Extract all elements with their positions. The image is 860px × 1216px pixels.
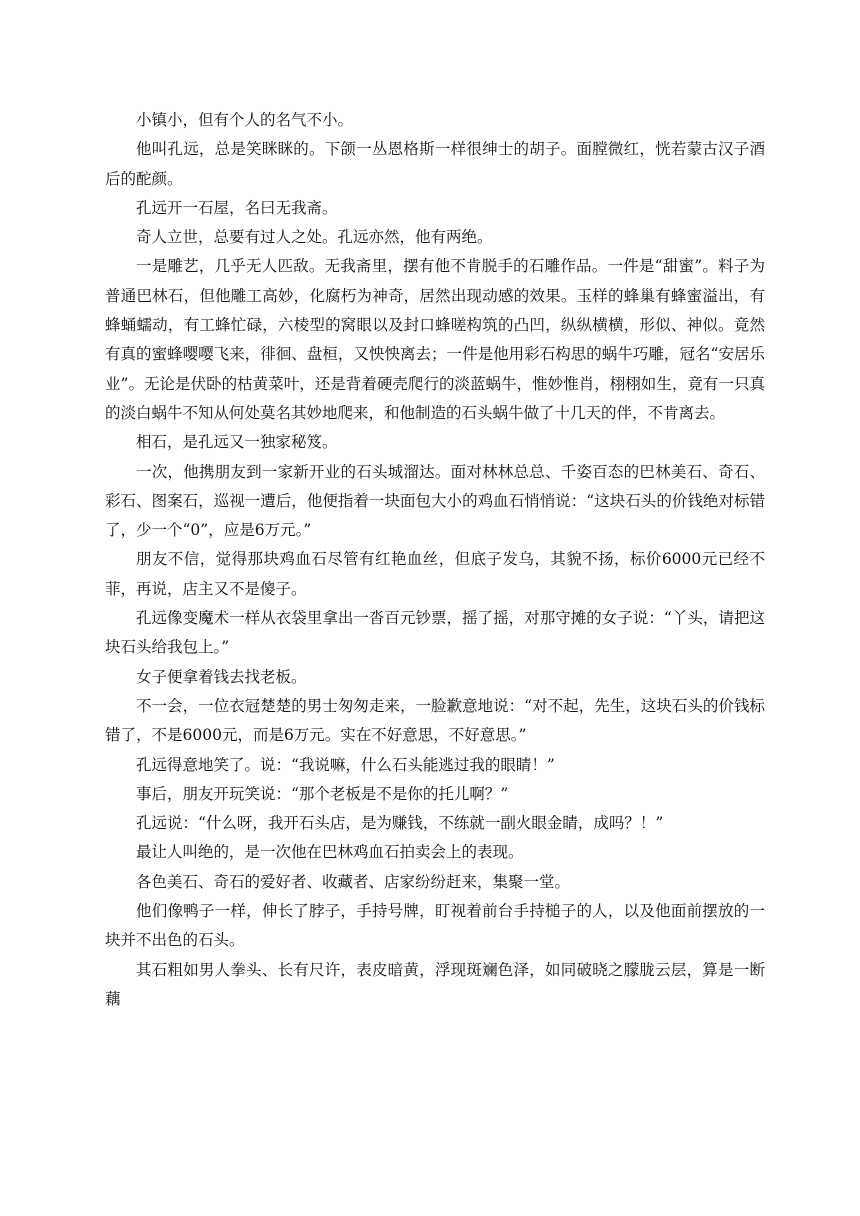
paragraph: 其石粗如男人拳头、长有尺许，表皮暗黄，浮现斑斓色泽，如同破晓之朦胧云层，算是一断藕 — [105, 960, 765, 1008]
paragraph: 不一会，一位衣冠楚楚的男士匆匆走来，一脸歉意地说：“对不起，先生，这块石头的价钱标错了，不是6000元，而是6万元。实在不好意思，不好意思。” — [105, 696, 765, 745]
paragraph: 孔远说：“什么呀，我开石头店，是为赚钱，不练就一副火眼金睛，成吗？！” — [136, 814, 664, 833]
paragraph: 各色美石、奇石的爱好者、收藏者、店家纷纷赶来，集聚一堂。 — [136, 872, 571, 891]
article-body — [105, 106, 765, 1014]
paragraph: 事后，朋友开玩笑说：“那个老板是不是你的托儿啊？” — [136, 784, 509, 803]
paragraph: 孔远得意地笑了。说：“我说嘛，什么石头能逃过我的眼睛！” — [136, 755, 555, 774]
paragraph: 女子便拿着钱去找老板。 — [136, 667, 307, 686]
paragraph: 朋友不信，觉得那块鸡血石尽管有红艳血丝，但底子发乌，其貌不扬，标价6000元已经不菲，再说，店主又不是傻子。 — [105, 550, 765, 598]
paragraph: 孔远像变魔术一样从衣袋里拿出一沓百元钞票，摇了摇，对那守摊的女子说：“丫头，请把这块石头给我包上。” — [105, 609, 765, 657]
paragraph: 一次，他携朋友到一家新开业的石头城溜达。面对林林总总、千姿百态的巴林美石、奇石、彩石、图案石，巡视一遭后，他便指着一块面包大小的鸡血石悄悄说：“这块石头的价钱绝对标错了，少一个“0”，应是6万元。” — [105, 462, 765, 540]
paragraph: 最让人叫绝的，是一次他在巴林鸡血石拍卖会上的表现。 — [136, 843, 524, 862]
paragraph: 孔远开一石屋，名曰无我斋。 — [136, 198, 338, 217]
paragraph: 奇人立世，总要有过人之处。孔远亦然，他有两绝。 — [136, 228, 493, 247]
paragraph: 小镇小，但有个人的名气不小。 — [136, 111, 354, 129]
paragraph: 相石，是孔远又一独家秘笈。 — [136, 433, 338, 452]
paragraph: 一是雕艺，几乎无人匹敌。无我斋里，摆有他不肯脱手的石雕作品。一件是“甜蜜”。料子为普通巴林石，但他雕工高妙，化腐朽为神奇，居然出现动感的效果。玉样的蜂巢有蜂蜜溢出，有蜂蛹蠕动，有工蜂忙碌，六棱型的窝眼以及封口蜂嗟构筑的凸凹，纵纵横横，形似、神似。竟然有真的蜜蜂嘤嘤飞来，徘徊、盘桓，又怏怏离去；一件是他用彩石构思的蜗牛巧雕，冠名“安居乐业”。无论是伏卧的枯黄菜叶，还是背着硬壳爬行的淡蓝蜗牛，惟妙惟肖，栩栩如生，竟有一只真的淡白蜗牛不知从何处莫名其妙地爬来，和他制造的石头蜗牛做了十几天的伴，不肯离去。 — [105, 257, 765, 422]
paragraph: 他叫孔远，总是笑眯眯的。下颌一丛恩格斯一样很绅士的胡子。面膛微红，恍若蒙古汉子酒后的酡颜。 — [105, 140, 765, 188]
paragraph: 他们像鸭子一样，伸长了脖子，手持号牌，盯视着前台手持槌子的人，以及他面前摆放的一块并不出色的石头。 — [105, 902, 765, 950]
